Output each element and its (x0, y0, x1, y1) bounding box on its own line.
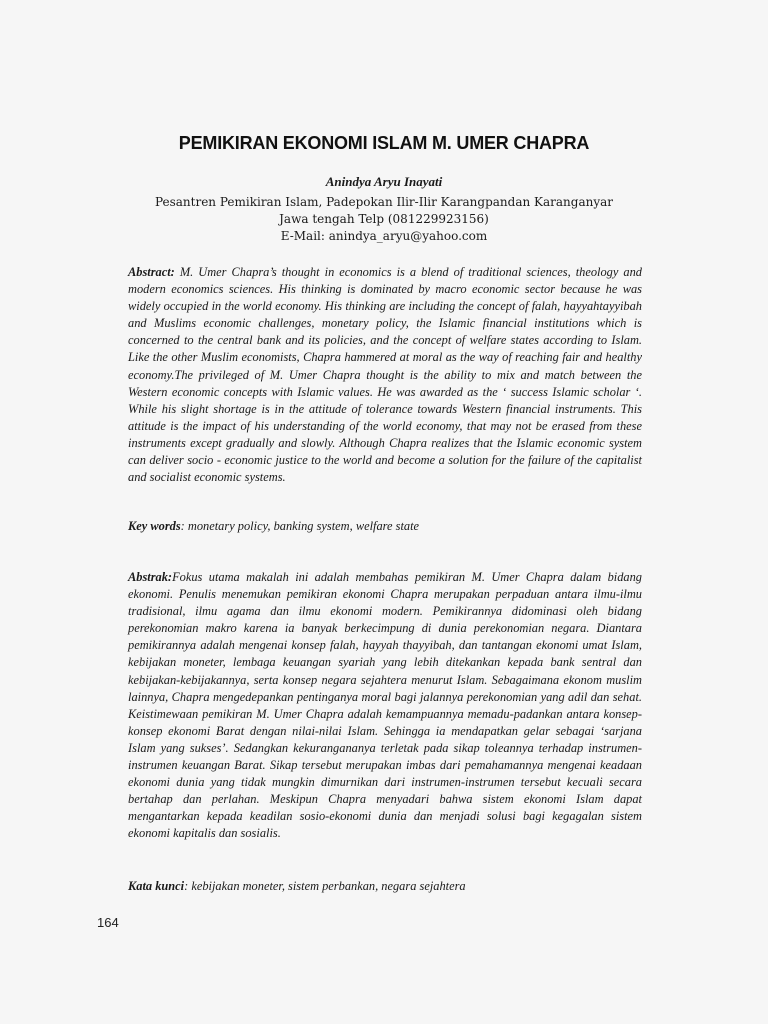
keywords-label: Key words (128, 519, 181, 533)
keywords-english (128, 518, 642, 535)
page-number: 164 (97, 915, 119, 930)
keywords-indonesian (128, 878, 642, 895)
abstract-text: M. Umer Chapra’s thought in economics is a blend of traditional sciences, theology and modern economics sciences. His thinking is dominated by macro economic sector because he was widely occupied in the world economy. His thinking are including the concept of falah, hayyahtayyibah and Muslims economic challenges, monetary policy, the Islamic financial institutions which is concerned to the central bank and its policies, and the concept of welfare states according to Islam. Like the other Muslim economists, Chapra hammered at moral as the way of reaching fair and healthy economy.The privileged of M. Umer Chapra thought is the ability to mix and match between the Western economic concepts with Islamic values. He was awarded as the ‘ success Islamic scholar ‘. While his slight shortage is in the attitude of tolerance towards Western financial instruments. This attitude is the impact of his understanding of the world economy, that may not be erased from these instruments except gradually and slowly. Although Chapra realizes that the Islamic economic system can deliver socio - economic justice to the world and become a solution for the failure of the capitalist and socialist economic systems. (128, 265, 642, 485)
abstract-label: Abstract: (128, 265, 175, 279)
kata-kunci-label: Kata kunci (128, 879, 185, 893)
paper-title: PEMIKIRAN EKONOMI ISLAM M. UMER CHAPRA (178, 133, 590, 153)
author-name: Anindya Aryu Inayati (325, 174, 443, 189)
affiliation-line: Jawa tengah Telp (081229923156) (279, 212, 489, 226)
kata-kunci-text: : kebijakan moneter, sistem perbankan, negara sejahtera (184, 879, 466, 893)
abstract-indonesian (128, 569, 642, 843)
author-affiliation (0, 194, 768, 245)
affiliation-line: Pesantren Pemikiran Islam, Padepokan Ilir-Ilir Karangpandan Karanganyar (154, 195, 614, 209)
abstract-english (128, 264, 642, 486)
abstrak-text: Fokus utama makalah ini adalah membahas pemikiran M. Umer Chapra dalam bidang ekonomi. Penulis menemukan pemikiran ekonomi Chapra merupakan perpaduan antara ilmu-ilmu tradisional, ilmu agama dan ilmu ekonomi modern. Pemikirannya didominasi oleh bidang perekonomian makro karena ia banyak berkecimpung di dunia perekonomian negara. Diantara pemikirannya adalah mengenai konsep falah, hayyah thayyibah, dan tantangan ekonomi umat Islam, kebijakan moneter, lembaga keuangan syariah yang lebih ditekankan kepada bank sentral dan kebijakan-kebijakannya, serta konsep negara sejahtera menurut Islam. Sebagaimana ekonom muslim lainnya, Chapra mengedepankan pentinganya moral bagi jalannya perekonomian yang adil dan sehat. Keistimewaan pemikiran M. Umer Chapra adalah kemampuannya memadu-padankan antara konsep-konsep ekonomi Barat dengan nilai-nilai Islam. Sehingga ia mendapatkan gelar sebagai ‘sarjana Islam yang sukses’. Sedangkan kekurangananya terletak pada sikap toleannya terhadap instrumen-instrumen keuangan Barat. Sikap tersebut merupakan imbas dari pemahamannya mengenai keadaan ekonomi dunia yang tidak mungkin dimurnikan dari instrumen-instrumen tersebut kecuali secara bertahap dan perlahan. Meskipun Chapra menyadari bahwa sistem ekonomi Islam dapat mengantarkan kepada keadilan sosio-ekonomi dunia dan menjadi solusi bagi kegagalan sistem ekonomi kapitalis dan sosialis. (128, 570, 642, 841)
keywords-text: : monetary policy, banking system, welfare state (180, 519, 420, 533)
abstrak-label: Abstrak: (128, 570, 173, 584)
author-email: E-Mail: anindya_aryu@yahoo.com (280, 229, 488, 243)
